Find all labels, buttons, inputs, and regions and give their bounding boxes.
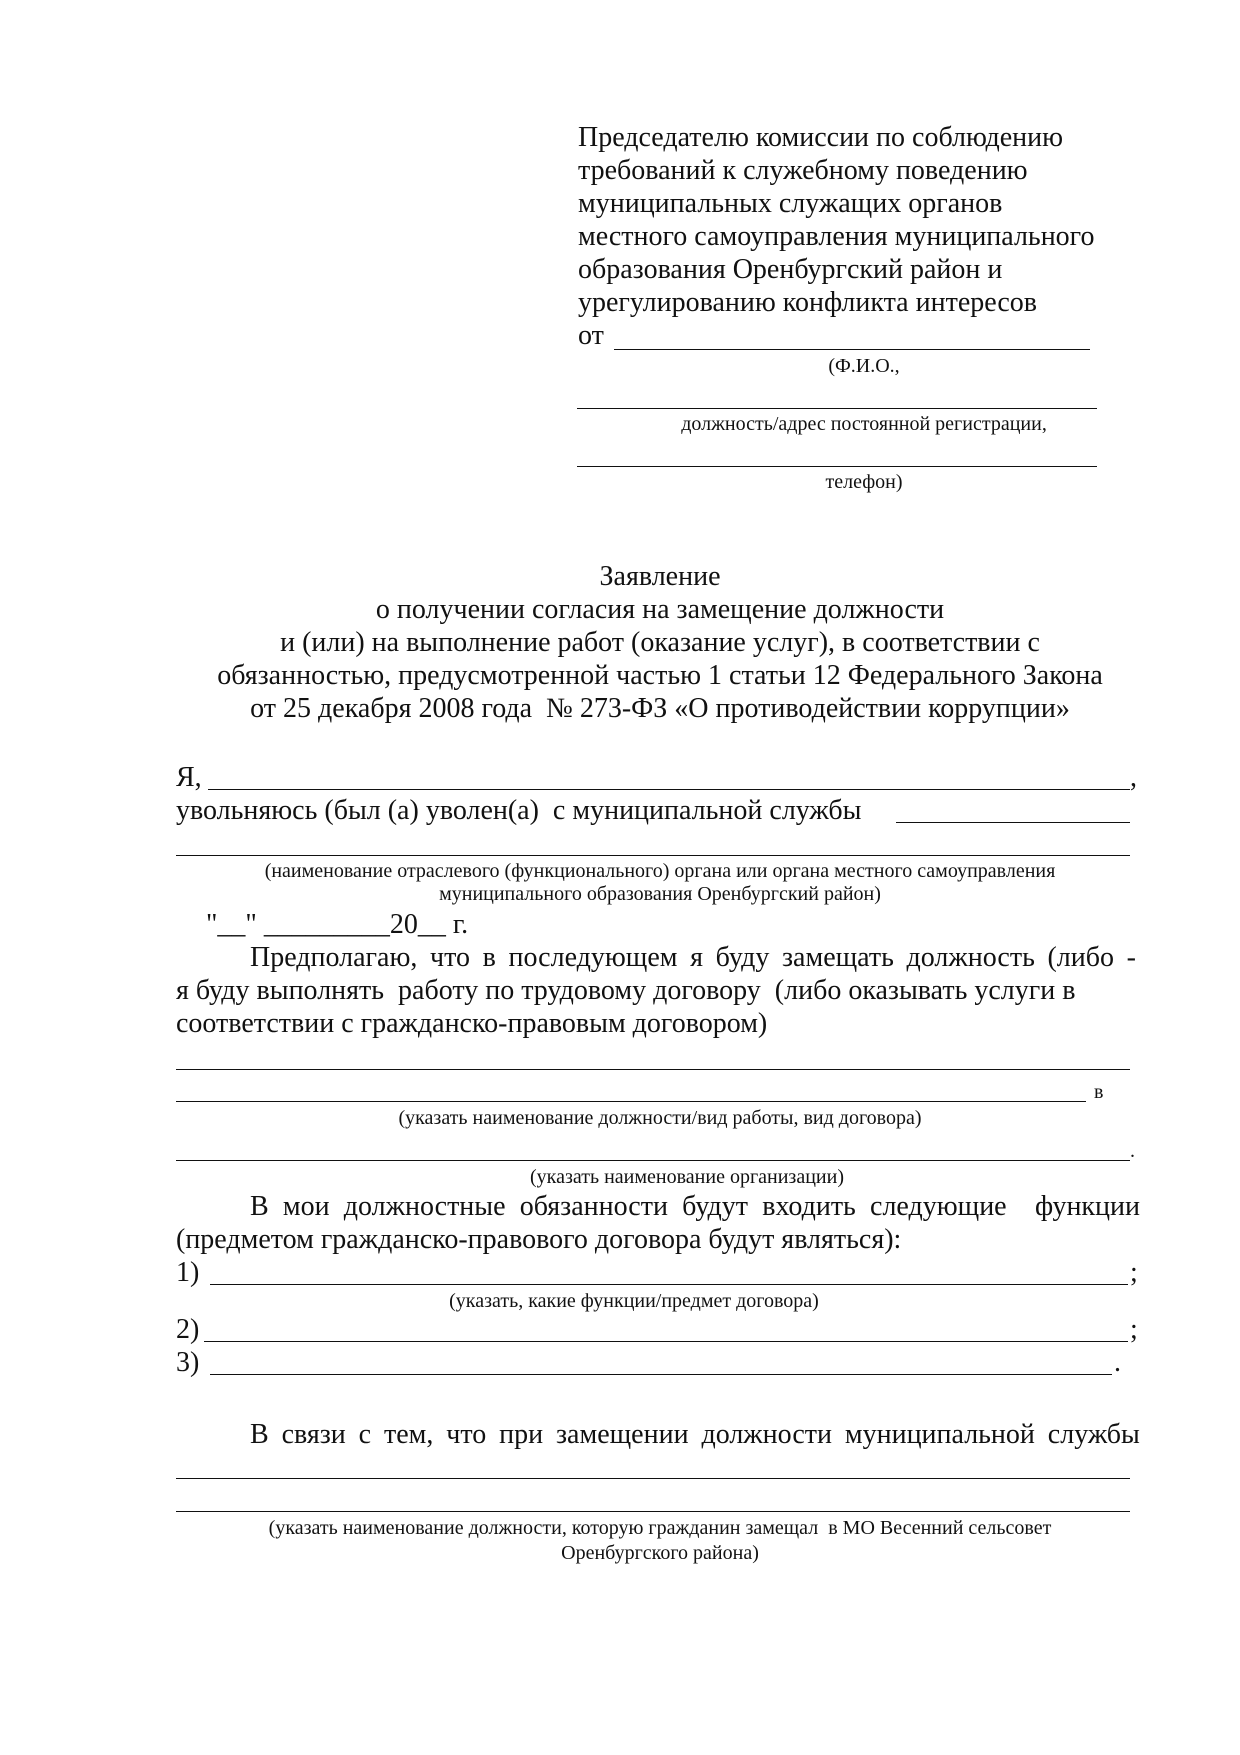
assume-line-2: я буду выполнять работу по трудовому договору (либо оказывать услуги в xyxy=(176,975,1076,1006)
addressee-line-4: местного самоуправления муниципального xyxy=(578,221,1095,252)
final-blank-line-2 xyxy=(176,1511,1130,1512)
item-1-label: 1) xyxy=(176,1257,200,1288)
item-1-end: ; xyxy=(1130,1257,1138,1288)
date-line: "__" _________20__ г. xyxy=(206,909,469,940)
duties-line-1: В мои должностные обязанности будут входить следующие функции xyxy=(250,1191,1140,1222)
ya-comma: , xyxy=(1130,762,1137,793)
connection-line: В связи с тем, что при замещении должности муниципальной службы xyxy=(250,1419,1140,1450)
position-blank-line xyxy=(577,408,1097,409)
org-period: . xyxy=(1130,1140,1135,1162)
title-line-4: от 25 декабря 2008 года № 273-ФЗ «О противодействии коррупции» xyxy=(250,693,1070,724)
dismissed-blank-line xyxy=(896,822,1130,823)
title-line-2: и (или) на выполнение работ (оказание услуг), в соответствии с xyxy=(280,627,1040,658)
phone-caption: телефон) xyxy=(825,471,903,493)
item-3-blank-line xyxy=(210,1374,1112,1375)
organ-caption-2: муниципального образования Оренбургский район) xyxy=(439,883,881,905)
in-word: в xyxy=(1094,1081,1104,1103)
final-blank-line-1 xyxy=(176,1478,1130,1479)
organ-blank-line xyxy=(176,855,1130,856)
fio-caption: (Ф.И.О., xyxy=(828,355,900,377)
org-caption: (указать наименование организации) xyxy=(530,1166,844,1188)
dismissed-label: увольняюсь (был (а) уволен(а) с муниципальной службы xyxy=(176,795,862,826)
item-3-label: 3) xyxy=(176,1347,200,1378)
organ-caption-1: (наименование отраслевого (функционального) органа или органа местного самоуправления xyxy=(264,860,1056,882)
job-caption: (указать наименование должности/вид работы, вид договора) xyxy=(398,1107,922,1129)
addressee-line-6: урегулированию конфликта интересов xyxy=(578,287,1038,318)
item-2-blank-line xyxy=(204,1341,1128,1342)
duties-line-2: (предметом гражданско-правового договора будут являться): xyxy=(176,1224,902,1255)
item-2-end: ; xyxy=(1130,1314,1138,1345)
functions-caption: (указать, какие функции/предмет договора) xyxy=(449,1290,819,1312)
addressee-line-3: муниципальных служащих органов xyxy=(578,188,1003,219)
item-3-end: . xyxy=(1114,1347,1121,1378)
addressee-line-2: требований к служебному поведению xyxy=(578,155,1028,186)
assume-line-3: соответствии с гражданско-правовым договором) xyxy=(176,1008,768,1039)
fio-blank-line xyxy=(614,349,1090,350)
final-caption-2: Оренбургского района) xyxy=(561,1542,759,1564)
assume-line-1: Предполагаю, что в последующем я буду замещать должность (либо - xyxy=(250,942,1136,973)
title-line-1: о получении согласия на замещение должности xyxy=(375,594,945,625)
addressee-line-5: образования Оренбургский район и xyxy=(578,254,1003,285)
job-blank-line-1 xyxy=(176,1069,1130,1070)
document-heading: Заявление xyxy=(599,561,721,592)
item-1-blank-line xyxy=(210,1284,1128,1285)
item-2-label: 2) xyxy=(176,1314,200,1345)
position-caption: должность/адрес постоянной регистрации, xyxy=(681,413,1047,435)
phone-blank-line xyxy=(577,466,1097,467)
from-label: от xyxy=(578,320,604,351)
org-blank-line xyxy=(176,1160,1130,1161)
name-blank-line xyxy=(208,789,1130,790)
title-line-3: обязанностью, предусмотренной частью 1 статьи 12 Федерального Закона xyxy=(217,660,1103,691)
final-caption-1: (указать наименование должности, которую гражданин замещал в МО Весенний сельсовет xyxy=(268,1517,1052,1539)
ya-label: Я, xyxy=(176,762,202,793)
job-blank-line-2 xyxy=(176,1101,1086,1102)
addressee-line-1: Председателю комиссии по соблюдению xyxy=(578,122,1064,153)
